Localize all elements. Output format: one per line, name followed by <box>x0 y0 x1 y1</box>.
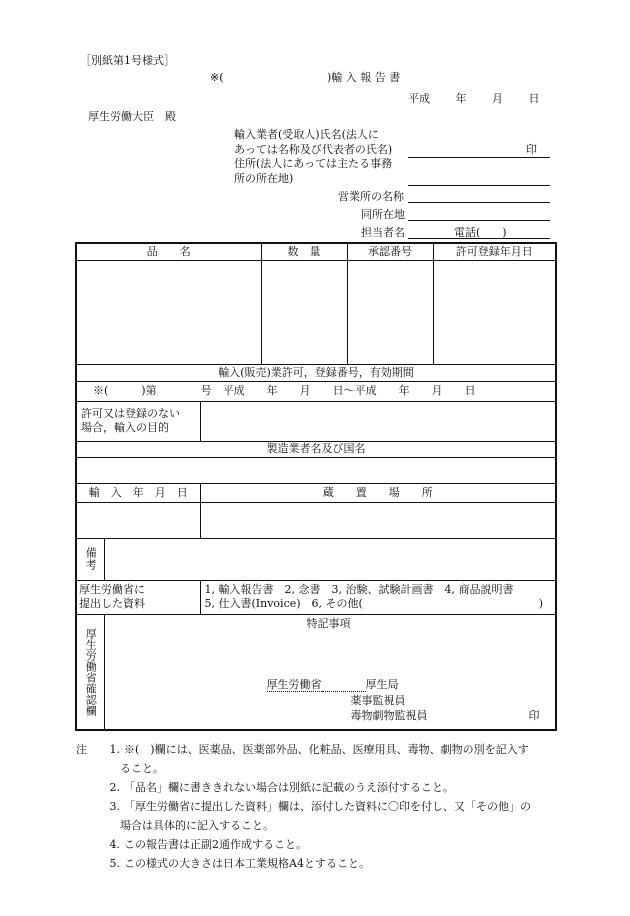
note-item: 4. この報告書は正副2通作成すること。 <box>109 838 307 851</box>
remarks-label-cell <box>76 538 104 580</box>
manufacturer-cell[interactable] <box>76 457 556 483</box>
storage-header: 蔵 置 場 所 <box>200 483 556 502</box>
title-blank[interactable] <box>228 71 328 85</box>
license-line[interactable]: ※( )第 号 平成 年 月 日～平成 年 月 日 <box>76 381 556 401</box>
approval-number-cell[interactable] <box>347 260 433 364</box>
office-address-field[interactable] <box>408 207 550 221</box>
addressee: 厚生労働大臣 殿 <box>88 110 176 123</box>
phone-label: 電話( ) <box>454 226 507 239</box>
address-label-2: 所の所在地) <box>234 172 294 185</box>
import-date-cell[interactable] <box>76 502 200 538</box>
address-field[interactable] <box>408 172 550 186</box>
notes <box>76 740 556 873</box>
applicant-name-label-1: 輸入業者(受取人)氏名(法人に <box>234 128 379 141</box>
submitted-items-close: ) <box>538 597 543 610</box>
quantity-cell[interactable] <box>261 260 347 364</box>
header-license-date: 許可登録年月日 <box>433 243 556 260</box>
ministry-name: 厚生労働省 <box>266 677 322 691</box>
notes-label: 注 <box>76 743 87 756</box>
remarks-label: 備考 <box>84 547 98 571</box>
poison-inspector: 毒物劇物監視員 <box>350 708 428 722</box>
pharma-inspector: 薬事監視員 <box>350 693 406 707</box>
note-item: 3. 「厚生労働省に提出した資料」欄は、添付した資料に〇印を付し、又「その他」の <box>109 800 531 813</box>
note-item: 注 1. ※( )欄には、医薬品、医薬部外品、化粧品、医療用具、毒物、劇物の別を記入す <box>76 740 556 759</box>
confirm-label-cell <box>76 614 104 730</box>
person-label: 担当者名 <box>361 226 405 239</box>
office-address-label: 同所在地 <box>361 208 405 221</box>
header-quantity: 数 量 <box>261 243 347 260</box>
submitted-label-1: 厚生労働省に <box>79 583 145 596</box>
remarks-cell[interactable] <box>104 538 556 580</box>
confirm-label: 厚生労働省確認欄 <box>84 627 98 716</box>
header-product-name: 品 名 <box>76 243 261 260</box>
page-title: )輸 入 報 告 書 <box>327 71 401 84</box>
import-date-header: 輸 入 年 月 日 <box>76 483 200 502</box>
no-license-purpose-label-2: 場合，輸入の目的 <box>81 421 169 434</box>
form-label: ［別紙第1号様式］ <box>80 54 175 67</box>
special-notes-label: 特記事項 <box>306 616 351 630</box>
note-continuation: 場合は具体的に記入すること。 <box>120 819 274 832</box>
submitted-items-2[interactable]: 5, 仕入書(Invoice) 6, その他( <box>204 597 363 610</box>
date-line[interactable]: 平成 年 月 日 <box>408 92 540 105</box>
submitted-label-2: 提出した資料 <box>79 597 145 610</box>
confirm-cell[interactable] <box>104 614 556 730</box>
product-name-cell[interactable] <box>76 260 261 364</box>
note-item: 5. この様式の大きさは日本工業規格A4とすること。 <box>109 857 370 870</box>
inspector-seal: 印 <box>528 708 540 722</box>
submitted-label <box>76 580 200 614</box>
applicant-name-label-2: あっては名称及び代表者の氏名) <box>234 143 393 156</box>
address-label-1: 住所(法人にあっては主たる事務 <box>234 157 393 170</box>
office-name-field[interactable] <box>408 189 550 203</box>
ministry-label <box>267 678 399 692</box>
header-approval-number: 承認番号 <box>347 243 433 260</box>
storage-cell[interactable] <box>200 502 556 538</box>
title-prefix: ※( <box>210 71 224 84</box>
no-license-purpose-label-1: 許可又は登録のない <box>81 407 180 420</box>
manufacturer-header: 製造業者名及び国名 <box>76 441 556 457</box>
bureau-name: 厚生局 <box>365 677 399 691</box>
note-continuation: ること。 <box>120 762 164 775</box>
import-purpose-cell[interactable] <box>200 401 556 441</box>
submitted-items <box>200 580 556 614</box>
note-item: 2. 「品名」欄に書ききれない場合は別紙に記載のうえ添付すること。 <box>109 781 454 794</box>
license-date-cell[interactable] <box>433 260 556 364</box>
license-header: 輸入(販売)業許可，登録番号，有効期間 <box>76 364 556 381</box>
office-name-label: 営業所の名称 <box>338 190 404 203</box>
submitted-items-1[interactable]: 1, 輸入報告書 2, 念書 3, 治験、試験計画書 4, 商品説明書 <box>204 583 514 596</box>
seal-mark: 印 <box>526 143 537 156</box>
report-table <box>75 242 557 731</box>
no-license-purpose-label <box>76 401 200 441</box>
